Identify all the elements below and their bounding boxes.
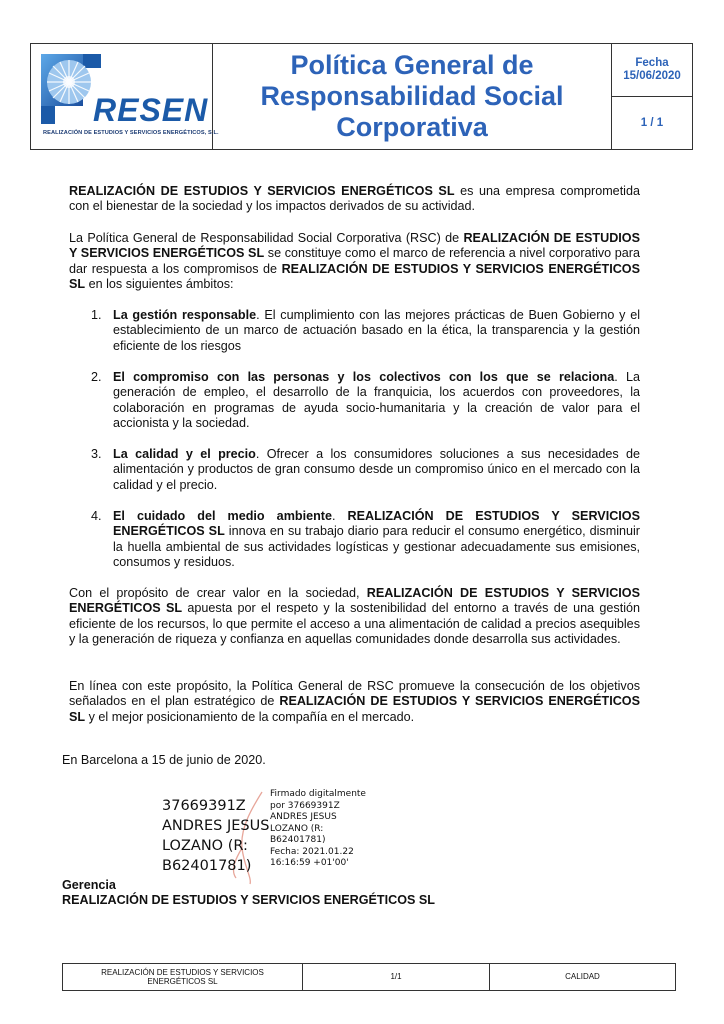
- paragraph-strategy: [69, 679, 640, 725]
- logo-wordmark: RESEN: [93, 92, 209, 128]
- purpose-text-a: Con el propósito de crear valor en la sociedad,: [69, 586, 367, 600]
- meta-cell: [612, 44, 692, 149]
- paragraph-rsc: [69, 231, 640, 293]
- item-title: La calidad y el precio: [113, 447, 256, 461]
- document-title: Política General de Responsabilidad Social Corporativa: [260, 50, 564, 142]
- digital-line: B62401781): [270, 835, 326, 845]
- digital-line: ANDRES JESUS: [270, 812, 337, 822]
- item-title: La gestión responsable: [113, 308, 257, 322]
- signature-line: ANDRES JESUS: [162, 818, 270, 834]
- digital-signature-info: [270, 789, 366, 870]
- item-text: . La generación de empleo, el desarrollo de la franquicia, los acuerdos con proveedores, la colaboración en programas de ayuda socio-humanitaria y la creación de valor para el accionista y la sociedad.: [113, 370, 640, 431]
- digital-line: 16:16:59 +01'00': [270, 858, 349, 868]
- date-value: 15/06/2020: [623, 70, 681, 82]
- paragraph-purpose: [69, 586, 640, 648]
- rsc-text-b: se constituye como el marco de referencia a nivel corporativo para dar respuesta a los compromisos de: [69, 246, 640, 276]
- item-number: 3.: [91, 447, 102, 461]
- date-label: Fecha: [635, 57, 669, 69]
- paragraph-intro: [69, 184, 640, 215]
- item-text-b: innova en su trabajo diario para reducir el consumo energético, disminuir la huella ambiental de sus actividades logísticas y gestionar adecuadamente sus emisiones, consumos y residuos.: [113, 524, 640, 570]
- digital-line: Firmado digitalmente: [270, 789, 366, 799]
- signature-line: 37669391Z: [162, 798, 246, 814]
- company-logo: [31, 44, 219, 149]
- footer-department: CALIDAD: [565, 972, 600, 982]
- footer-company: REALIZACIÓN DE ESTUDIOS Y SERVICIOS ENERGÉTICOS SL: [63, 964, 303, 990]
- list-item: [93, 308, 640, 354]
- intro-text: es una empresa comprometida con el bienestar de la sociedad y los impactos derivados de su actividad.: [69, 184, 640, 214]
- company-name: REALIZACIÓN DE ESTUDIOS Y SERVICIOS ENERGÉTICOS SL: [69, 261, 640, 292]
- item-number: 2.: [91, 370, 102, 384]
- company-name: REALIZACIÓN DE ESTUDIOS Y SERVICIOS ENERGÉTICOS SL: [69, 586, 640, 616]
- signatory-role: Gerencia: [62, 878, 116, 892]
- logo-subtitle: REALIZACIÓN DE ESTUDIOS Y SERVICIOS ENERGÉTICOS, S.L.: [43, 130, 219, 136]
- strategy-text-b: y el mejor posicionamiento de la compañía en el mercado.: [85, 709, 415, 724]
- item-text: . Ofrecer a los consumidores soluciones a sus necesidades de alimentación y productos de gran consumo desde un compromiso único en el mercado con la calidad y el precio.: [113, 447, 641, 492]
- item-number: 4.: [91, 509, 102, 523]
- list-item: [93, 370, 640, 432]
- company-name: REALIZACIÓN DE ESTUDIOS Y SERVICIOS ENERGÉTICOS SL: [69, 184, 455, 198]
- title-cell: [213, 44, 612, 149]
- signature-line: B62401781): [162, 858, 252, 874]
- place-date: En Barcelona a 15 de junio de 2020.: [62, 753, 266, 767]
- rsc-text-c: en los siguientes ámbitos:: [85, 277, 234, 292]
- digital-line: Fecha: 2021.01.22: [270, 846, 354, 857]
- date-box: [612, 44, 692, 97]
- signatory-block: [62, 878, 435, 908]
- item-text-a: .: [331, 509, 348, 523]
- signature-line: LOZANO (R:: [162, 838, 248, 854]
- digital-line: LOZANO (R:: [270, 823, 324, 834]
- signature-name: [162, 796, 269, 876]
- company-name: REALIZACIÓN DE ESTUDIOS Y SERVICIOS ENERGÉTICOS SL: [69, 694, 640, 724]
- footer-page: 1/1: [303, 964, 490, 990]
- item-text: . El cumplimiento con las mejores prácticas de Buen Gobierno y el establecimiento de un marco de actuación basado en la ética, la transparencia y la gestión eficiente de los riesgos: [113, 308, 640, 353]
- strategy-text-a: En línea con este propósito, la Política General de RSC promueve la consecución de los objetivos señalados en el plan estratégico de: [69, 679, 640, 709]
- page-number: 1 / 1: [640, 117, 664, 129]
- document-footer: [62, 963, 676, 991]
- item-title: El compromiso con las personas y los colectivos con los que se relaciona: [113, 370, 615, 384]
- digital-line: por 37669391Z: [270, 800, 340, 811]
- purpose-text-b: apuesta por el respeto y la sostenibilidad del entorno a través de una gestión eficiente de los recursos, lo que permite el acceso a una alimentación de calidad a precios asequibles y la generación de riqueza y confianza en aquellas comunidades donde desarrolla sus actividades.: [69, 601, 641, 647]
- item-title: El cuidado del medio ambiente: [113, 509, 332, 523]
- list-item: [93, 509, 640, 571]
- company-name: REALIZACIÓN DE ESTUDIOS Y SERVICIOS ENERGÉTICOS SL: [69, 231, 640, 261]
- item-number: 1.: [91, 308, 102, 322]
- list-item: [93, 447, 640, 493]
- company-name: REALIZACIÓN DE ESTUDIOS Y SERVICIOS ENERGÉTICOS SL: [113, 509, 640, 539]
- document-header: [30, 43, 693, 150]
- signatory-company: REALIZACIÓN DE ESTUDIOS Y SERVICIOS ENERGÉTICOS SL: [62, 893, 435, 907]
- rsc-text-a: La Política General de Responsabilidad Social Corporativa (RSC) de: [69, 231, 464, 245]
